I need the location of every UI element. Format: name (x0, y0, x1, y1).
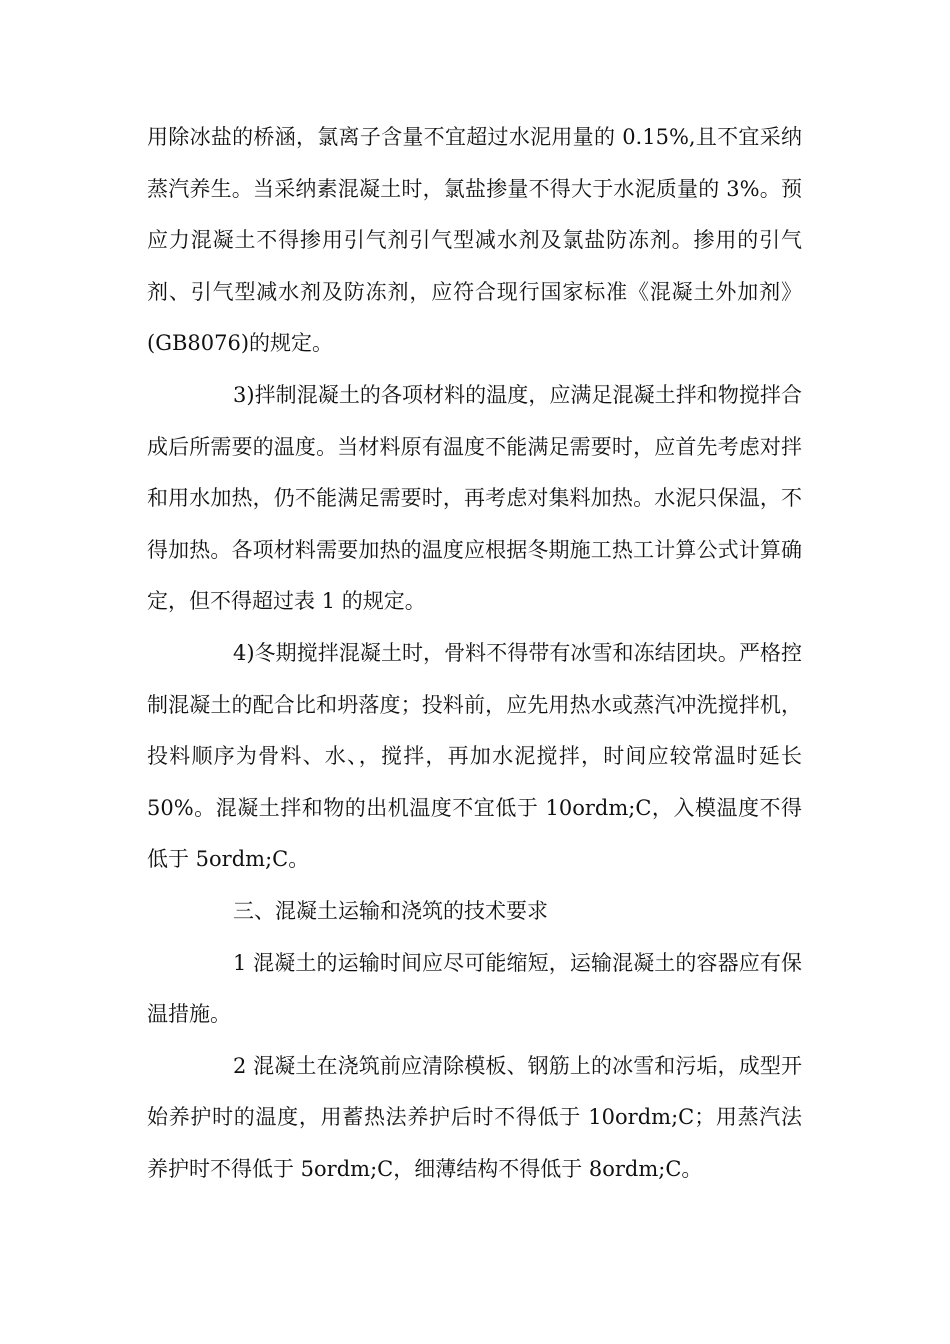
paragraph-item-4: 4)冬期搅拌混凝土时，骨料不得带有冰雪和冻结团块。严格控制混凝土的配合比和坍落度；投料前，应先用热水或蒸汽冲洗搅拌机，投料顺序为骨料、水、，搅拌，再加水泥搅拌，时间应较常温时延长 50%。混凝土拌和物的出机温度不宜低于 10ordm;C，入模温度不得低于 5ordm;C。 (147, 640, 802, 872)
paragraph-continuation: 用除冰盐的桥涵，氯离子含量不宜超过水泥用量的 0.15%,且不宜采纳蒸汽养生。当采纳素混凝土时，氯盐掺量不得大于水泥质量的 3%。预应力混凝土不得掺用引气剂引气型减水剂及氯盐防冻剂。掺用的引气剂、引气型减水剂及防冻剂，应符合现行国家标准《混凝土外加剂》(GB8076)的规定。 (147, 125, 802, 356)
document-body (147, 112, 802, 1195)
paragraph-requirement-1: 1 混凝土的运输时间应尽可能缩短，运输混凝土的容器应有保温措施。 (147, 950, 802, 1027)
paragraph-requirement-2: 2 混凝土在浇筑前应清除模板、钢筋上的冰雪和污垢，成型开始养护时的温度，用蓄热法养护后时不得低于 10ordm;C；用蒸汽法养护时不得低于 5ordm;C，细薄结构不得低于 8ordm;C。 (147, 1053, 802, 1181)
paragraph-item-3: 3)拌制混凝土的各项材料的温度，应满足混凝土拌和物搅拌合成后所需要的温度。当材料原有温度不能满足需要时，应首先考虑对拌和用水加热，仍不能满足需要时，再考虑对集料加热。水泥只保温，不得加热。各项材料需要加热的温度应根据冬期施工热工计算公式计算确定，但不得超过表 1 的规定。 (147, 382, 802, 614)
section-heading: 三、混凝土运输和浇筑的技术要求 (233, 898, 548, 923)
